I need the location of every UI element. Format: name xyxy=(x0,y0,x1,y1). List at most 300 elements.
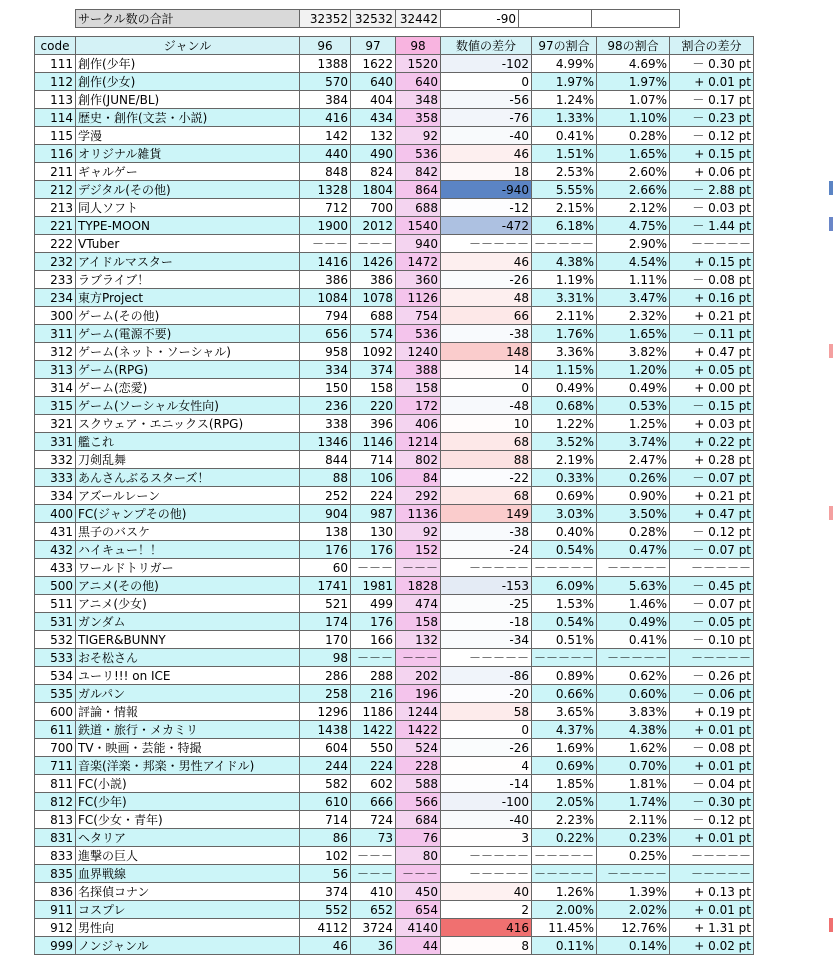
row-diff: -25 xyxy=(441,595,532,613)
row-genre: 名探偵コナン xyxy=(76,883,300,901)
table-row xyxy=(35,811,754,829)
row-pdiff: + 0.00 pt xyxy=(670,379,754,397)
row-diff: 0 xyxy=(441,721,532,739)
row-p98: 1.25% xyxy=(597,415,670,433)
row-pdiff: + 0.22 pt xyxy=(670,433,754,451)
row-p98: 2.90% xyxy=(597,235,670,253)
row-code: 813 xyxy=(35,811,76,829)
row-p97: 0.33% xyxy=(532,469,597,487)
header-pdiff: 割合の差分 xyxy=(670,37,754,55)
row-p97: 3.03% xyxy=(532,505,597,523)
row-pdiff: + 0.13 pt xyxy=(670,883,754,901)
row-code: 600 xyxy=(35,703,76,721)
row-p98: 2.66% xyxy=(597,181,670,199)
total-table xyxy=(75,9,680,28)
row-code: 500 xyxy=(35,577,76,595)
row-genre: ヘタリア xyxy=(76,829,300,847)
row-pdiff: + 0.01 pt xyxy=(670,829,754,847)
row-p98: －－－－－ xyxy=(597,559,670,577)
row-98: 450 xyxy=(396,883,441,901)
row-genre: FC(小説) xyxy=(76,775,300,793)
row-96: 338 xyxy=(300,415,351,433)
row-p98: 1.39% xyxy=(597,883,670,901)
row-genre: オリジナル雑貨 xyxy=(76,145,300,163)
row-genre: ゲーム(ソーシャル女性向) xyxy=(76,397,300,415)
row-diff: 3 xyxy=(441,829,532,847)
row-98: 1244 xyxy=(396,703,441,721)
row-97: 396 xyxy=(351,415,396,433)
row-diff: -14 xyxy=(441,775,532,793)
row-97: 386 xyxy=(351,271,396,289)
row-p97: 1.53% xyxy=(532,595,597,613)
row-p97: 2.11% xyxy=(532,307,597,325)
table-row xyxy=(35,667,754,685)
row-pdiff: + 0.21 pt xyxy=(670,487,754,505)
row-pdiff: － 0.45 pt xyxy=(670,577,754,595)
row-96: 102 xyxy=(300,847,351,865)
row-genre: 血界戦線 xyxy=(76,865,300,883)
row-pdiff: － 0.07 pt xyxy=(670,595,754,613)
row-96: 604 xyxy=(300,739,351,757)
table-row xyxy=(35,559,754,577)
row-98: 196 xyxy=(396,685,441,703)
row-code: 332 xyxy=(35,451,76,469)
row-diff: 0 xyxy=(441,379,532,397)
row-code: 532 xyxy=(35,631,76,649)
row-p97: 0.89% xyxy=(532,667,597,685)
row-p98: －－－－－ xyxy=(597,865,670,883)
table-row xyxy=(35,757,754,775)
row-97: 602 xyxy=(351,775,396,793)
table-row xyxy=(35,325,754,343)
row-p98: 0.14% xyxy=(597,937,670,955)
row-diff: 14 xyxy=(441,361,532,379)
row-96: 170 xyxy=(300,631,351,649)
row-pdiff: － 0.10 pt xyxy=(670,631,754,649)
row-96: 384 xyxy=(300,91,351,109)
row-code: 836 xyxy=(35,883,76,901)
row-code: 533 xyxy=(35,649,76,667)
row-96: 176 xyxy=(300,541,351,559)
row-98: 1828 xyxy=(396,577,441,595)
row-p97: －－－－－ xyxy=(532,649,597,667)
row-p98: 4.69% xyxy=(597,55,670,73)
row-97: 166 xyxy=(351,631,396,649)
row-96: 236 xyxy=(300,397,351,415)
row-p97: 5.55% xyxy=(532,181,597,199)
row-p98: 1.65% xyxy=(597,325,670,343)
row-genre: ゲーム(その他) xyxy=(76,307,300,325)
total-row xyxy=(76,10,680,28)
row-97: 550 xyxy=(351,739,396,757)
row-diff: 40 xyxy=(441,883,532,901)
row-code: 400 xyxy=(35,505,76,523)
row-98: 76 xyxy=(396,829,441,847)
row-pdiff: － 2.88 pt xyxy=(670,181,754,199)
row-diff: -56 xyxy=(441,91,532,109)
edge-mark-red xyxy=(829,344,833,358)
row-diff: -100 xyxy=(441,793,532,811)
table-row xyxy=(35,379,754,397)
row-98: 406 xyxy=(396,415,441,433)
row-diff: 68 xyxy=(441,487,532,505)
row-code: 811 xyxy=(35,775,76,793)
row-pdiff: + 0.05 pt xyxy=(670,361,754,379)
row-diff: -40 xyxy=(441,811,532,829)
row-diff: -18 xyxy=(441,613,532,631)
row-pdiff: － 0.06 pt xyxy=(670,685,754,703)
row-code: 433 xyxy=(35,559,76,577)
row-p97: 1.24% xyxy=(532,91,597,109)
row-diff: -40 xyxy=(441,127,532,145)
row-p98: 2.60% xyxy=(597,163,670,181)
row-p97: 0.68% xyxy=(532,397,597,415)
row-97: 36 xyxy=(351,937,396,955)
row-97: －－－ xyxy=(351,847,396,865)
row-pdiff: － 0.03 pt xyxy=(670,199,754,217)
row-pdiff: + 0.01 pt xyxy=(670,721,754,739)
table-row xyxy=(35,199,754,217)
header-code: code xyxy=(35,37,76,55)
table-row xyxy=(35,649,754,667)
row-96: 848 xyxy=(300,163,351,181)
row-genre: TV・映画・芸能・特撮 xyxy=(76,739,300,757)
row-97: －－－ xyxy=(351,559,396,577)
row-96: 334 xyxy=(300,361,351,379)
row-genre: VTuber xyxy=(76,235,300,253)
table-row xyxy=(35,523,754,541)
row-96: 582 xyxy=(300,775,351,793)
row-97: 3724 xyxy=(351,919,396,937)
row-96: 4112 xyxy=(300,919,351,937)
row-96: 286 xyxy=(300,667,351,685)
row-p98: 4.75% xyxy=(597,217,670,235)
row-p98: 1.10% xyxy=(597,109,670,127)
row-diff: -38 xyxy=(441,523,532,541)
row-pdiff: + 0.01 pt xyxy=(670,757,754,775)
row-diff: -76 xyxy=(441,109,532,127)
row-code: 534 xyxy=(35,667,76,685)
row-97: 666 xyxy=(351,793,396,811)
row-98: 348 xyxy=(396,91,441,109)
row-p98: 1.74% xyxy=(597,793,670,811)
row-p98: 0.47% xyxy=(597,541,670,559)
row-diff: -26 xyxy=(441,739,532,757)
row-p98: 1.65% xyxy=(597,145,670,163)
row-pdiff: － 0.08 pt xyxy=(670,739,754,757)
row-code: 112 xyxy=(35,73,76,91)
table-row xyxy=(35,397,754,415)
row-genre: ラブライブ！ xyxy=(76,271,300,289)
row-genre: アイドルマスター xyxy=(76,253,300,271)
row-98: 1472 xyxy=(396,253,441,271)
row-96: 1741 xyxy=(300,577,351,595)
row-genre: ゲーム(電源不要) xyxy=(76,325,300,343)
table-row xyxy=(35,937,754,955)
row-97: －－－ xyxy=(351,865,396,883)
row-98: 84 xyxy=(396,469,441,487)
table-row xyxy=(35,829,754,847)
row-97: 824 xyxy=(351,163,396,181)
row-98: 684 xyxy=(396,811,441,829)
row-96: 174 xyxy=(300,613,351,631)
table-row xyxy=(35,91,754,109)
row-p97: 1.26% xyxy=(532,883,597,901)
table-row xyxy=(35,577,754,595)
row-p97: 1.33% xyxy=(532,109,597,127)
row-98: －－－ xyxy=(396,649,441,667)
row-98: 358 xyxy=(396,109,441,127)
row-97: 1422 xyxy=(351,721,396,739)
row-code: 431 xyxy=(35,523,76,541)
table-row xyxy=(35,361,754,379)
row-genre: 進撃の巨人 xyxy=(76,847,300,865)
table-row xyxy=(35,127,754,145)
row-diff: -20 xyxy=(441,685,532,703)
row-p97: 0.22% xyxy=(532,829,597,847)
row-97: 1146 xyxy=(351,433,396,451)
row-code: 711 xyxy=(35,757,76,775)
table-row xyxy=(35,631,754,649)
row-genre: スクウェア・エニックス(RPG) xyxy=(76,415,300,433)
row-97: －－－ xyxy=(351,649,396,667)
row-98: 388 xyxy=(396,361,441,379)
row-p97: －－－－－ xyxy=(532,847,597,865)
row-diff: 2 xyxy=(441,901,532,919)
table-row xyxy=(35,703,754,721)
row-p97: 6.18% xyxy=(532,217,597,235)
row-genre: デジタル(その他) xyxy=(76,181,300,199)
row-pdiff: + 0.15 pt xyxy=(670,253,754,271)
row-diff: -48 xyxy=(441,397,532,415)
row-p98: 5.63% xyxy=(597,577,670,595)
row-98: －－－ xyxy=(396,559,441,577)
row-97: 132 xyxy=(351,127,396,145)
row-96: 252 xyxy=(300,487,351,505)
row-pdiff: － 0.08 pt xyxy=(670,271,754,289)
total-diff: -90 xyxy=(441,10,519,28)
row-pdiff: + 0.47 pt xyxy=(670,343,754,361)
table-row xyxy=(35,415,754,433)
row-diff: 46 xyxy=(441,145,532,163)
row-96: 714 xyxy=(300,811,351,829)
row-genre: 男性向 xyxy=(76,919,300,937)
row-97: 2012 xyxy=(351,217,396,235)
row-98: 80 xyxy=(396,847,441,865)
row-diff: 48 xyxy=(441,289,532,307)
row-diff: －－－－－ xyxy=(441,235,532,253)
row-p97: 2.53% xyxy=(532,163,597,181)
row-96: 712 xyxy=(300,199,351,217)
row-98: 1126 xyxy=(396,289,441,307)
row-p98: －－－－－ xyxy=(597,649,670,667)
edge-mark-red-3 xyxy=(829,918,833,932)
row-98: 92 xyxy=(396,523,441,541)
row-p98: 12.76% xyxy=(597,919,670,937)
row-diff: 58 xyxy=(441,703,532,721)
row-diff: -38 xyxy=(441,325,532,343)
row-p98: 0.28% xyxy=(597,523,670,541)
row-p98: 1.97% xyxy=(597,73,670,91)
row-diff: -12 xyxy=(441,199,532,217)
row-98: 536 xyxy=(396,325,441,343)
row-p97: 0.11% xyxy=(532,937,597,955)
row-98: 228 xyxy=(396,757,441,775)
row-code: 999 xyxy=(35,937,76,955)
table-row xyxy=(35,343,754,361)
table-row xyxy=(35,595,754,613)
row-pdiff: －－－－－ xyxy=(670,649,754,667)
header-row xyxy=(35,37,754,55)
table-row xyxy=(35,919,754,937)
row-98: 158 xyxy=(396,379,441,397)
row-genre: 学漫 xyxy=(76,127,300,145)
row-code: 835 xyxy=(35,865,76,883)
row-96: 386 xyxy=(300,271,351,289)
row-96: 1900 xyxy=(300,217,351,235)
row-97: 714 xyxy=(351,451,396,469)
row-p98: 1.62% xyxy=(597,739,670,757)
row-pdiff: －－－－－ xyxy=(670,235,754,253)
row-98: 1422 xyxy=(396,721,441,739)
row-96: 142 xyxy=(300,127,351,145)
row-genre: 創作(JUNE/BL) xyxy=(76,91,300,109)
row-p97: 4.38% xyxy=(532,253,597,271)
row-p98: 0.49% xyxy=(597,379,670,397)
row-98: 940 xyxy=(396,235,441,253)
row-96: 958 xyxy=(300,343,351,361)
row-98: 1136 xyxy=(396,505,441,523)
row-genre: 音楽(洋楽・邦楽・男性アイドル) xyxy=(76,757,300,775)
row-p97: 1.69% xyxy=(532,739,597,757)
header-diff: 数値の差分 xyxy=(441,37,532,55)
row-p97: 0.69% xyxy=(532,757,597,775)
row-97: 1804 xyxy=(351,181,396,199)
total-label: サークル数の合計 xyxy=(76,10,300,28)
row-p98: 0.49% xyxy=(597,613,670,631)
row-97: 700 xyxy=(351,199,396,217)
table-row xyxy=(35,73,754,91)
row-pdiff: + 0.19 pt xyxy=(670,703,754,721)
row-p98: 0.62% xyxy=(597,667,670,685)
row-p97: 2.00% xyxy=(532,901,597,919)
row-code: 213 xyxy=(35,199,76,217)
row-96: 1346 xyxy=(300,433,351,451)
row-p97: 1.22% xyxy=(532,415,597,433)
row-p98: 1.11% xyxy=(597,271,670,289)
header-p97: 97の割合 xyxy=(532,37,597,55)
row-pdiff: － 0.15 pt xyxy=(670,397,754,415)
row-97: 73 xyxy=(351,829,396,847)
table-row xyxy=(35,451,754,469)
table-row xyxy=(35,271,754,289)
table-row xyxy=(35,793,754,811)
table-row xyxy=(35,469,754,487)
row-98: 640 xyxy=(396,73,441,91)
row-96: 1438 xyxy=(300,721,351,739)
total-98: 32442 xyxy=(396,10,441,28)
row-code: 115 xyxy=(35,127,76,145)
row-genre: FC(ジャンプその他) xyxy=(76,505,300,523)
row-p98: 2.11% xyxy=(597,811,670,829)
row-97: 224 xyxy=(351,487,396,505)
row-96: 1388 xyxy=(300,55,351,73)
row-p97: 1.85% xyxy=(532,775,597,793)
row-97: 652 xyxy=(351,901,396,919)
row-p97: 4.37% xyxy=(532,721,597,739)
row-p97: 0.49% xyxy=(532,379,597,397)
row-diff: -34 xyxy=(441,631,532,649)
row-96: 794 xyxy=(300,307,351,325)
row-p97: 6.09% xyxy=(532,577,597,595)
row-pdiff: + 0.01 pt xyxy=(670,901,754,919)
row-diff: 10 xyxy=(441,415,532,433)
row-p98: 0.26% xyxy=(597,469,670,487)
row-97: 130 xyxy=(351,523,396,541)
row-pdiff: + 0.15 pt xyxy=(670,145,754,163)
genre-table xyxy=(34,36,754,955)
row-96: 150 xyxy=(300,379,351,397)
row-diff: －－－－－ xyxy=(441,847,532,865)
row-diff: 68 xyxy=(441,433,532,451)
row-pdiff: － 0.12 pt xyxy=(670,523,754,541)
row-genre: TYPE-MOON xyxy=(76,217,300,235)
row-97: 499 xyxy=(351,595,396,613)
row-p97: 11.45% xyxy=(532,919,597,937)
row-96: 88 xyxy=(300,469,351,487)
row-pdiff: － 0.11 pt xyxy=(670,325,754,343)
row-diff: 0 xyxy=(441,73,532,91)
row-p98: 3.74% xyxy=(597,433,670,451)
row-96: 86 xyxy=(300,829,351,847)
row-p97: 3.36% xyxy=(532,343,597,361)
total-empty-2 xyxy=(592,10,680,28)
row-genre: ガンダム xyxy=(76,613,300,631)
row-98: 802 xyxy=(396,451,441,469)
row-96: 98 xyxy=(300,649,351,667)
row-code: 313 xyxy=(35,361,76,379)
row-98: 864 xyxy=(396,181,441,199)
row-diff: 149 xyxy=(441,505,532,523)
row-98: 474 xyxy=(396,595,441,613)
row-97: 688 xyxy=(351,307,396,325)
row-96: 656 xyxy=(300,325,351,343)
row-p98: 0.25% xyxy=(597,847,670,865)
row-97: 374 xyxy=(351,361,396,379)
row-genre: 評論・情報 xyxy=(76,703,300,721)
row-pdiff: + 1.31 pt xyxy=(670,919,754,937)
row-p97: 3.52% xyxy=(532,433,597,451)
row-genre: コスプレ xyxy=(76,901,300,919)
row-code: 333 xyxy=(35,469,76,487)
row-97: 288 xyxy=(351,667,396,685)
row-98: 688 xyxy=(396,199,441,217)
row-diff: 66 xyxy=(441,307,532,325)
row-96: 56 xyxy=(300,865,351,883)
row-98: 566 xyxy=(396,793,441,811)
row-genre: ワールドトリガー xyxy=(76,559,300,577)
header-97: 97 xyxy=(351,37,396,55)
row-97: 1426 xyxy=(351,253,396,271)
table-row xyxy=(35,685,754,703)
row-p97: 1.15% xyxy=(532,361,597,379)
row-genre: ユーリ!!! on ICE xyxy=(76,667,300,685)
row-genre: 東方Project xyxy=(76,289,300,307)
table-row xyxy=(35,883,754,901)
row-97: 1078 xyxy=(351,289,396,307)
row-p97: 3.65% xyxy=(532,703,597,721)
row-98: 1214 xyxy=(396,433,441,451)
